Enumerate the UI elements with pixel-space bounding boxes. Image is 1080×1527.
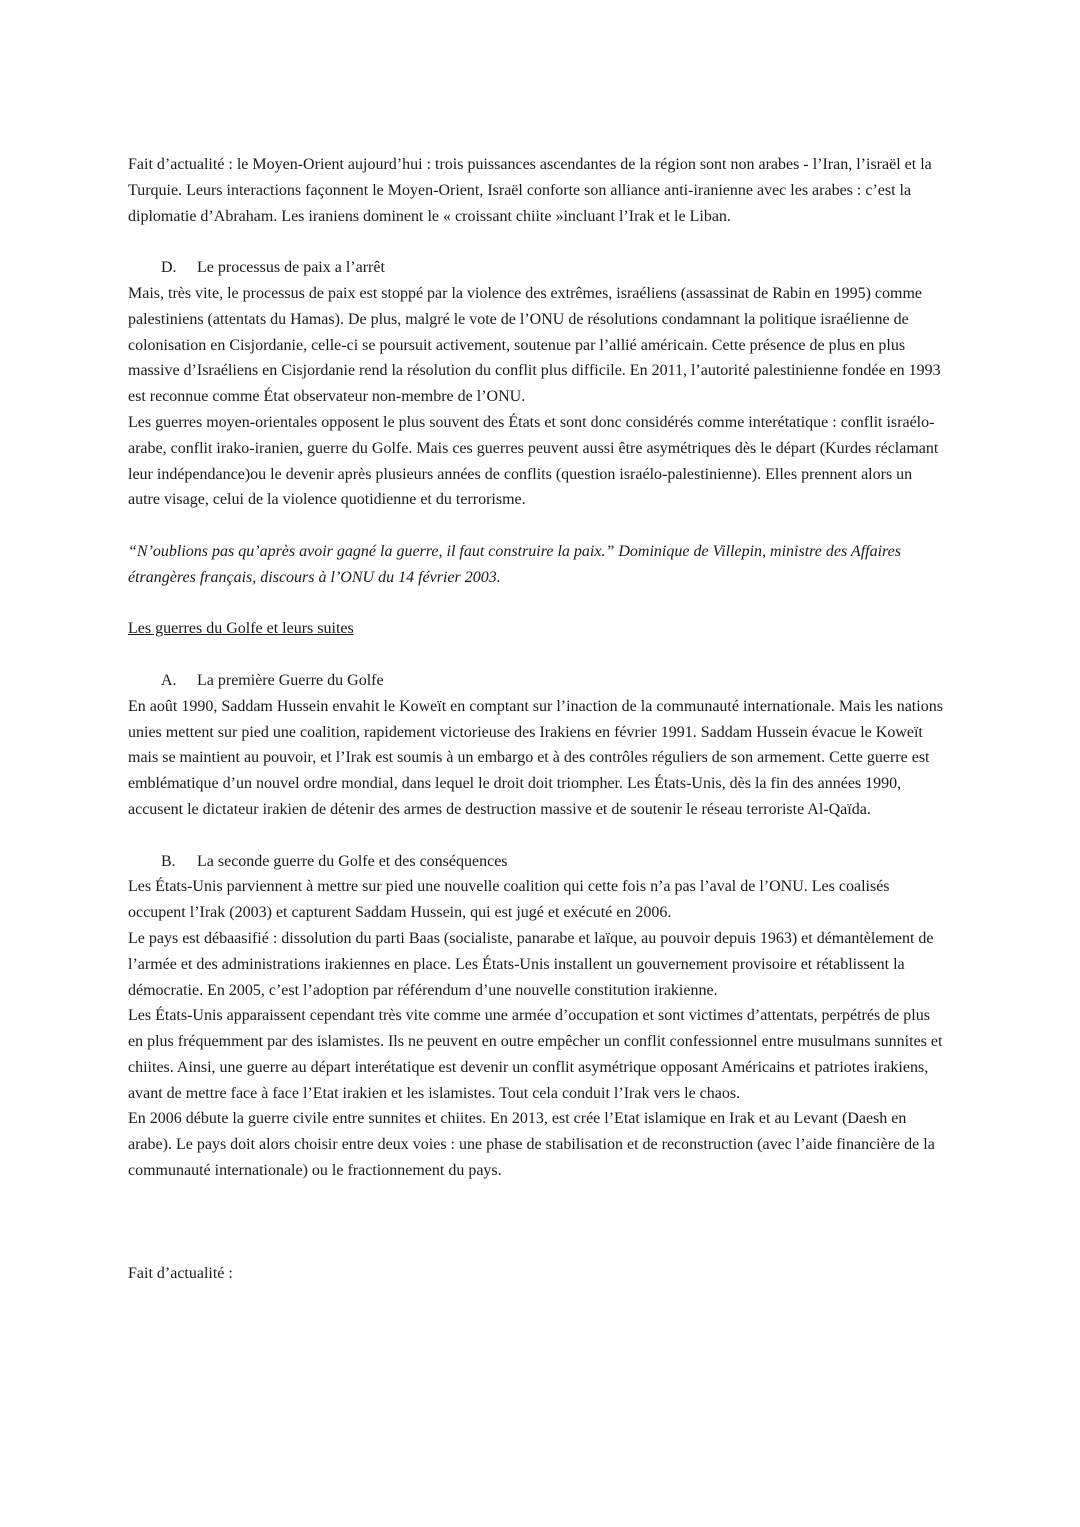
document-page — [128, 152, 948, 1287]
subheading-title: Le processus de paix a l’arrêt — [197, 259, 385, 277]
spacer — [128, 513, 948, 539]
wars-paragraph: Les guerres moyen-orientales opposent le plus souvent des États et sont donc considérés comme interétatique : conflit israélo-arabe, conflit irako-iranien, guerre du Golfe. Mais ces guerres peuvent aussi être asymétriques dès le départ (Kurdes réclamant leur indépendance)ou le devenir après plusieurs années de conflits (question israélo-palestinienne). Elles prennent alors un autre visage, celui de la violence quotidienne et du terrorisme. — [128, 413, 939, 509]
subheading-d — [128, 255, 948, 281]
spacer — [128, 1210, 948, 1236]
spacer — [128, 1235, 948, 1261]
subheading-a — [128, 668, 948, 694]
occupation-paragraph: Les États-Unis apparaissent cependant très vite comme une armée d’occupation et sont victimes d’attentats, perpétrés de plus en plus fréquemment par des islamistes. Ils ne peuvent en outre empêcher un conflit confessionnel entre musulmans sunnites et chiites. Ainsi, une guerre au départ interétatique est devenir un conflit asymétrique opposant Américains et patriotes irakiens, avant de mettre face à face l’Etat irakien et les islamistes. Tout cela conduit l’Irak vers le chaos. — [128, 1007, 943, 1102]
current-event-label: Fait d’actualité : — [128, 1265, 233, 1283]
second-gulf-war-paragraph: Les États-Unis parviennent à mettre sur pied une nouvelle coalition qui cette fois n’a pas l’aval de l’ONU. Les coalisés occupent l’Irak (2003) et capturent Saddam Hussein, qui est jugé et exécuté en 2006. — [128, 878, 890, 922]
spacer — [128, 229, 948, 255]
first-gulf-war-paragraph: En août 1990, Saddam Hussein envahit le Koweït en comptant sur l’inaction de la communauté internationale. Mais les nations unies mettent sur pied une coalition, rapidement victorieuse des Irakiens en février 1991. Saddam Hussein évacue le Koweït mais se maintient au pouvoir, et l’Irak est soumis à un embargo et à des contrôles réguliers de son armement. Cette guerre est emblématique d’un nouvel ordre mondial, dans lequel le droit doit triompher. Les États-Unis, dès la fin des années 1990, accusent le dictateur irakien de détenir des armes de destruction massive et de soutenir le réseau terroriste Al-Qaïda. — [128, 697, 943, 818]
subheading-letter: D. — [161, 259, 177, 277]
section-title-text: Les guerres du Golfe et leurs suites — [128, 620, 354, 638]
section-title — [128, 620, 360, 637]
current-event-paragraph: Fait d’actualité : le Moyen-Orient aujourd’hui : trois puissances ascendantes de la région sont non arabes - l’Iran, l’israël et la Turquie. Leurs interactions façonnent le Moyen-Orient, Israël conforte son alliance anti-iranienne avec les arabes : c’est la diplomatie d’Abraham. Les iraniens dominent le « croissant chiite »incluant l’Irak et le Liban. — [128, 156, 932, 225]
spacer — [128, 642, 948, 668]
debaasification-paragraph: Le pays est débaasifié : dissolution du parti Baas (socialiste, panarabe et laïque, au pouvoir depuis 1963) et démantèlement de l’armée et des administrations irakiennes en place. Les États-Unis installent un gouvernement provisoire et rétablissent la démocratie. En 2005, c’est l’adoption par référendum d’une nouvelle constitution irakienne. — [128, 929, 934, 999]
civil-war-paragraph: En 2006 débute la guerre civile entre sunnites et chiites. En 2013, est crée l’Etat islamique en Irak et au Levant (Daesh en arabe). Le pays doit alors choisir entre deux voies : une phase de stabilisation et de reconstruction (avec l’aide financière de la communauté internationale) ou le fractionnement du pays. — [128, 1110, 935, 1180]
spacer — [128, 1184, 948, 1210]
spacer — [128, 591, 948, 617]
subheading-letter: B. — [161, 852, 176, 870]
subheading-b — [128, 849, 948, 875]
subheading-title: La première Guerre du Golfe — [197, 671, 384, 689]
subheading-letter: A. — [161, 671, 177, 689]
spacer — [128, 823, 948, 849]
peace-process-paragraph: Mais, très vite, le processus de paix est stoppé par la violence des extrêmes, israéliens (assassinat de Rabin en 1995) comme palestiniens (attentats du Hamas). De plus, malgré le vote de l’ONU de résolutions condamnant la politique israélienne de colonisation en Cisjordanie, celle-ci se poursuit activement, soutenue par l’allié américain. Cette présence de plus en plus massive d’Israéliens en Cisjordanie rend la résolution du conflit plus difficile. En 2011, l’autorité palestinienne fondée en 1993 est reconnue comme État observateur non-membre de l’ONU. — [128, 284, 941, 406]
section-title-wrapper — [128, 616, 948, 642]
subheading-title: La seconde guerre du Golfe et des conséquences — [197, 852, 508, 870]
villepin-quote: “N’oublions pas qu’après avoir gagné la guerre, il faut construire la paix.” Dominique de Villepin, ministre des Affaires étrangères français, discours à l’ONU du 14 février 2003. — [128, 542, 901, 586]
